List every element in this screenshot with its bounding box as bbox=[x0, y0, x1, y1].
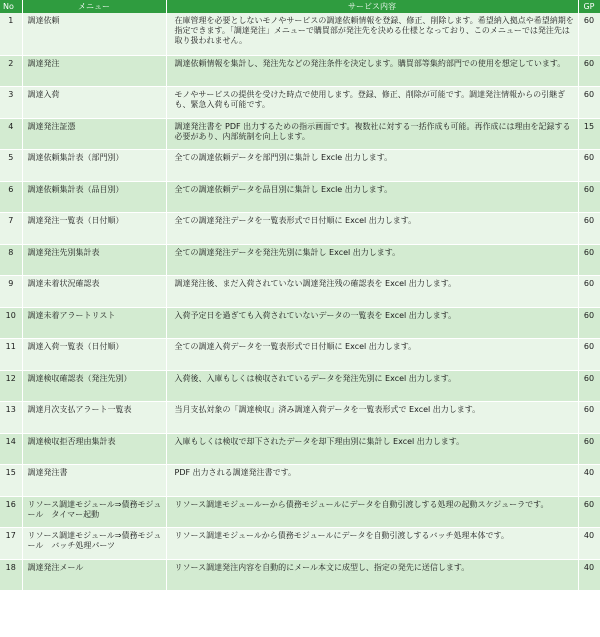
row-menu: 調達入荷一覧表（日付順） bbox=[22, 339, 166, 371]
row-service: 当月支払対象の「調達検収」済み調達入荷データを一覧表形式で Excel 出力します。 bbox=[166, 402, 578, 434]
row-service: 入荷後、入庫もしくは検収されているデータを発注先別に Excel 出力します。 bbox=[166, 370, 578, 402]
table-row bbox=[0, 55, 600, 87]
row-no: 9 bbox=[0, 276, 22, 308]
row-menu: 調達発注一覧表（日付順） bbox=[22, 213, 166, 245]
table-row bbox=[0, 150, 600, 182]
row-no: 12 bbox=[0, 370, 22, 402]
row-no: 11 bbox=[0, 339, 22, 371]
row-menu: 調達入荷 bbox=[22, 87, 166, 119]
row-service: 入庫もしくは検収で却下されたデータを却下理由別に集計し Excel 出力します。 bbox=[166, 433, 578, 465]
row-no: 7 bbox=[0, 213, 22, 245]
row-gp: 15 bbox=[578, 118, 600, 150]
table-row bbox=[0, 181, 600, 213]
row-menu: リソース調達モジュール⇒債務モジュール バッチ処理パーツ bbox=[22, 528, 166, 560]
row-gp: 60 bbox=[578, 213, 600, 245]
row-gp: 60 bbox=[578, 87, 600, 119]
row-no: 1 bbox=[0, 13, 22, 55]
row-no: 10 bbox=[0, 307, 22, 339]
row-gp: 60 bbox=[578, 402, 600, 434]
table-row bbox=[0, 402, 600, 434]
row-menu: 調達依頼集計表（品目別） bbox=[22, 181, 166, 213]
row-no: 6 bbox=[0, 181, 22, 213]
row-gp: 40 bbox=[578, 528, 600, 560]
table-row bbox=[0, 433, 600, 465]
row-no: 13 bbox=[0, 402, 22, 434]
row-service: リソース調達発注内容を自動的にメール本文に成型し、指定の発先に送信します。 bbox=[166, 559, 578, 591]
table-row bbox=[0, 528, 600, 560]
row-menu: 調達発注 bbox=[22, 55, 166, 87]
row-menu: 調達依頼集計表（部門別） bbox=[22, 150, 166, 182]
header-gp: GP bbox=[578, 0, 600, 13]
row-service: モノやサービスの提供を受けた時点で使用します。登録、修正、削除が可能です。調達発注情報からの引継ぎも、緊急入荷も可能です。 bbox=[166, 87, 578, 119]
row-menu: 調達依頼 bbox=[22, 13, 166, 55]
row-gp: 60 bbox=[578, 339, 600, 371]
table-row bbox=[0, 276, 600, 308]
row-gp: 60 bbox=[578, 276, 600, 308]
row-service: 全ての調達発注データを一覧表形式で日付順に Excel 出力します。 bbox=[166, 213, 578, 245]
row-no: 15 bbox=[0, 465, 22, 497]
table-row bbox=[0, 13, 600, 55]
row-service: 調達発注後、まだ入荷されていない調達発注残の確認表を Excel 出力します。 bbox=[166, 276, 578, 308]
row-service: 全ての調達発注データを発注先別に集計し Excel 出力します。 bbox=[166, 244, 578, 276]
row-gp: 60 bbox=[578, 496, 600, 528]
row-menu: 調達発注メール bbox=[22, 559, 166, 591]
row-gp: 40 bbox=[578, 559, 600, 591]
row-menu: 調達発注証憑 bbox=[22, 118, 166, 150]
row-service: 在庫管理を必要としないモノやサービスの調達依頼情報を登録、修正、削除します。希望納入拠点や希望納期を指定できます。「調達発注」メニューで購買部が発注先を決める仕様となっており、このメニューでは発注先は取り扱われません。 bbox=[166, 13, 578, 55]
row-no: 8 bbox=[0, 244, 22, 276]
row-menu: 調達検収拒否理由集計表 bbox=[22, 433, 166, 465]
row-gp: 60 bbox=[578, 307, 600, 339]
header-menu: メニュー bbox=[22, 0, 166, 13]
table-row bbox=[0, 339, 600, 371]
table-row bbox=[0, 465, 600, 497]
row-service: 入荷予定日を過ぎても入荷されていないデータの一覧表を Excel 出力します。 bbox=[166, 307, 578, 339]
header-no: No bbox=[0, 0, 22, 13]
row-service: 調達発注書を PDF 出力するための指示画面です。複数社に対する一括作成も可能。再作成には理由を記録する必要があり、内部統制を向上します。 bbox=[166, 118, 578, 150]
row-no: 16 bbox=[0, 496, 22, 528]
header-service: サービス内容 bbox=[166, 0, 578, 13]
table-row bbox=[0, 496, 600, 528]
row-gp: 60 bbox=[578, 433, 600, 465]
row-service: 全ての調達入荷データを一覧表形式で日付順に Excel 出力します。 bbox=[166, 339, 578, 371]
row-gp: 40 bbox=[578, 465, 600, 497]
table-row bbox=[0, 370, 600, 402]
row-menu: リソース調達モジュール⇒債務モジュール タイマー起動 bbox=[22, 496, 166, 528]
row-service: リソース調達モジュールから債務モジュールにデータを自動引渡しするバッチ処理本体です。 bbox=[166, 528, 578, 560]
row-service: 全ての調達依頼データを部門別に集計し Excle 出力します。 bbox=[166, 150, 578, 182]
row-no: 5 bbox=[0, 150, 22, 182]
table-row bbox=[0, 87, 600, 119]
row-gp: 60 bbox=[578, 55, 600, 87]
row-menu: 調達発注先別集計表 bbox=[22, 244, 166, 276]
row-service: PDF 出力される調達発注書です。 bbox=[166, 465, 578, 497]
row-gp: 60 bbox=[578, 13, 600, 55]
table-row bbox=[0, 307, 600, 339]
row-gp: 60 bbox=[578, 150, 600, 182]
row-service: 調達依頼情報を集計し、発注先などの発注条件を決定します。購買部等集約部門での使用を想定しています。 bbox=[166, 55, 578, 87]
table-row bbox=[0, 559, 600, 591]
row-gp: 60 bbox=[578, 370, 600, 402]
row-service: 全ての調達依頼データを品目別に集計し Excle 出力します。 bbox=[166, 181, 578, 213]
row-gp: 60 bbox=[578, 181, 600, 213]
row-no: 3 bbox=[0, 87, 22, 119]
row-menu: 調達月次支払アラート一覧表 bbox=[22, 402, 166, 434]
row-menu: 調達発注書 bbox=[22, 465, 166, 497]
row-no: 4 bbox=[0, 118, 22, 150]
row-no: 18 bbox=[0, 559, 22, 591]
row-no: 14 bbox=[0, 433, 22, 465]
row-no: 2 bbox=[0, 55, 22, 87]
row-service: リソース調達モジュールーから債務モジュールにデータを自動引渡しする処理の起動スケジューラです。 bbox=[166, 496, 578, 528]
table-row bbox=[0, 244, 600, 276]
table-row bbox=[0, 118, 600, 150]
row-gp: 60 bbox=[578, 244, 600, 276]
table-header bbox=[0, 0, 600, 13]
row-menu: 調達未着アラートリスト bbox=[22, 307, 166, 339]
row-no: 17 bbox=[0, 528, 22, 560]
table-row bbox=[0, 213, 600, 245]
row-menu: 調達検収確認表（発注先別） bbox=[22, 370, 166, 402]
row-menu: 調達未着状況確認表 bbox=[22, 276, 166, 308]
